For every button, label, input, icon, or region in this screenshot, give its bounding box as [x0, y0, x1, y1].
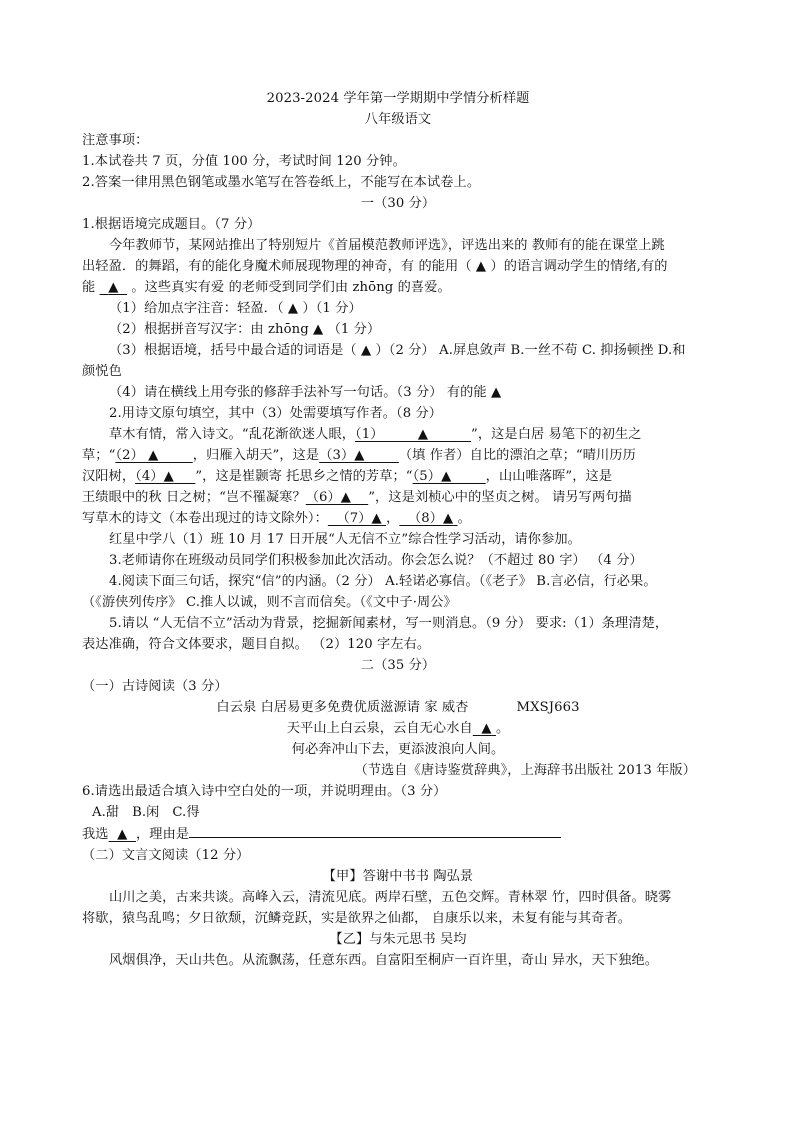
answer-line: 我选 ▲ ，理由是 — [82, 823, 714, 845]
fill-line: 汉阳树，（4）▲ ”，这是崔颢寄 托思乡之情的芳草；“（5）▲ ，山山唯落晖”，这是 — [82, 469, 613, 484]
passage-text: 。这些真实有爱 的老师受到同学们由 zhōng 的喜爱。 — [131, 280, 451, 295]
question-cont: 表达准确，符合文体要求，题目自拟。 （2）120 字左右。 — [82, 637, 431, 652]
fill-line: 写草木的诗文（本卷出现过的诗文除外）： （7）▲ ， （8）▲ 。 — [82, 511, 471, 526]
sub-question: （2）根据拼音写汉字：由 zhōng ▲ （1 分） — [109, 322, 381, 337]
exam-page — [82, 88, 714, 971]
note-item: 1.本试卷共 7 页，分值 100 分，考试时间 120 分钟。 — [82, 154, 406, 169]
text-line: 将歇，猿鸟乱鸣；夕日欲颓，沉鳞竞跃，实是欲界之仙都， 自康乐以来，未复有能与其奇者。 — [82, 911, 632, 926]
answer-blank: ▲ — [117, 827, 128, 842]
exam-subtitle: 八年级语文 — [364, 112, 432, 127]
activity-intro: 红星中学八（1）班 10 月 17 日开展“人无信不立”综合性学习活动，请你参加。 — [109, 532, 581, 547]
passage-line: 今年教师节，某网站推出了特别短片《首届模范教师评选》，评选出来的 教师有的能在课堂上跳 — [109, 238, 665, 253]
answer-blank: ▲ — [481, 721, 492, 736]
answer-blank: （2） ▲ — [115, 448, 193, 463]
fill-line: 草；“（2） ▲ ，归雁入胡天”，这是（3）▲ （填 作者）自比的漂泊之草；“晴川历历 — [82, 448, 636, 463]
text-line: 山川之美，古来共谈。高峰入云，清流见底。两岸石壁，五色交辉。青林翠 竹，四时俱备。晓雾 — [109, 890, 672, 905]
passage-text: 能 — [82, 280, 96, 295]
answer-blank: （8）▲ — [407, 511, 454, 526]
fill-line: 王绩眼中的秋 日之树；“岂不罹凝寒？（6）▲ ”，这是刘桢心中的坚贞之树。 请另写两句描 — [82, 490, 632, 505]
part-label: （一）古诗阅读（3 分） — [82, 679, 228, 694]
section-heading: 二（35 分） — [360, 658, 436, 673]
text-line: 风烟俱净，天山共色。从流飘荡，任意东西。自富阳至桐庐一百许里，奇山 异水，天下独绝。 — [109, 953, 659, 968]
part-label: （二）文言文阅读（12 分） — [82, 848, 250, 863]
text-title: 【乙】与朱元思书 吴均 — [329, 932, 467, 947]
answer-blank: （3）▲ — [319, 448, 399, 463]
answer-blank: （6）▲ — [305, 490, 369, 505]
passage-line: 出轻盈．的舞蹈，有的能化身魔术师展现物理的神奇，有 的能用（ ▲ ）的语言调动学生的情绪,有的 — [82, 259, 668, 274]
question-title: 3.老师请你在班级动员同学们积极参加此次活动。你会怎么说？（不超过 80 字） （4 分） — [109, 553, 643, 568]
question-cont: （《游侠列传序》 C.推人以诚，则不言而信矣。（《文中子·周公》 — [82, 595, 457, 610]
answer-blank: （5）▲ — [412, 469, 486, 484]
answer-blank: （7）▲ — [336, 511, 382, 526]
answer-blank: （1） ▲ — [355, 427, 471, 442]
poem-source: （节选自《唐诗鉴赏辞典》，上海辞书出版社 2013 年版） — [354, 763, 696, 778]
reason-line — [189, 823, 561, 838]
text-title: 【甲】答谢中书书 陶弘景 — [322, 869, 474, 884]
poem-title: 白云泉 白居易更多免费优质滋源请 家 威杏 MXSJ663 — [216, 700, 580, 715]
poem-line: 天平山上白云泉，云自无心水自 ▲ 。 — [286, 721, 510, 736]
sub-question: （3）根据语境，括号中最合适的词语是（ ▲ ）（2 分） A.屏息敛声 B.一丝不苟 C. 抑扬顿挫 D.和 — [109, 343, 686, 358]
exam-title: 2023-2024 学年第一学期期中学情分析样题 — [266, 91, 530, 106]
sub-question: （4）请在横线上用夸张的修辞手法补写一句话。（3 分） 有的能 ▲ — [109, 385, 502, 400]
notes-label: 注意事项： — [82, 133, 149, 148]
answer-blank: ▲ — [108, 280, 119, 295]
fill-line: 草木有情，常入诗文。“乱花渐欲迷人眼，（1） ▲ ”，这是白居 易笔下的初生之 — [109, 427, 642, 442]
answer-blank: （4）▲ — [135, 469, 196, 484]
question-title: 4.阅读下面三句话，探究“信”的内涵。（2 分） A.轻诺必寡信。（《老子》 B.言必信，行必果。 — [109, 574, 657, 589]
note-item: 2.答案一律用黑色钢笔或墨水笔写在答卷纸上，不能写在本试卷上。 — [82, 175, 481, 190]
question-title: 5.请以 “人无信不立”活动为背景，挖掘新闻素材，写一则消息。（9 分） 要求:（1）条理清楚， — [109, 616, 669, 631]
question-title: 6.请选出最适合填入诗中空白处的一项，并说明理由。（3 分） — [82, 784, 447, 799]
sub-question-cont: 颜悦色 — [82, 364, 122, 379]
sub-question: （1）给加点字注音：轻盈．（ ▲ ）（1 分） — [109, 301, 362, 316]
poem-line: 何必奔冲山下去，更添波浪向人间。 — [291, 742, 505, 757]
question-title: 2.用诗文原句填空，其中（3）处需要填写作者。（8 分） — [109, 406, 443, 421]
passage-line — [82, 277, 714, 298]
answer-options: A.甜 B.闲 C.得 — [92, 805, 200, 820]
section-heading: 一（30 分） — [360, 196, 436, 211]
poem-code: MXSJ663 — [516, 700, 580, 715]
question-title: 1.根据语境完成题目。（7 分） — [82, 217, 261, 232]
